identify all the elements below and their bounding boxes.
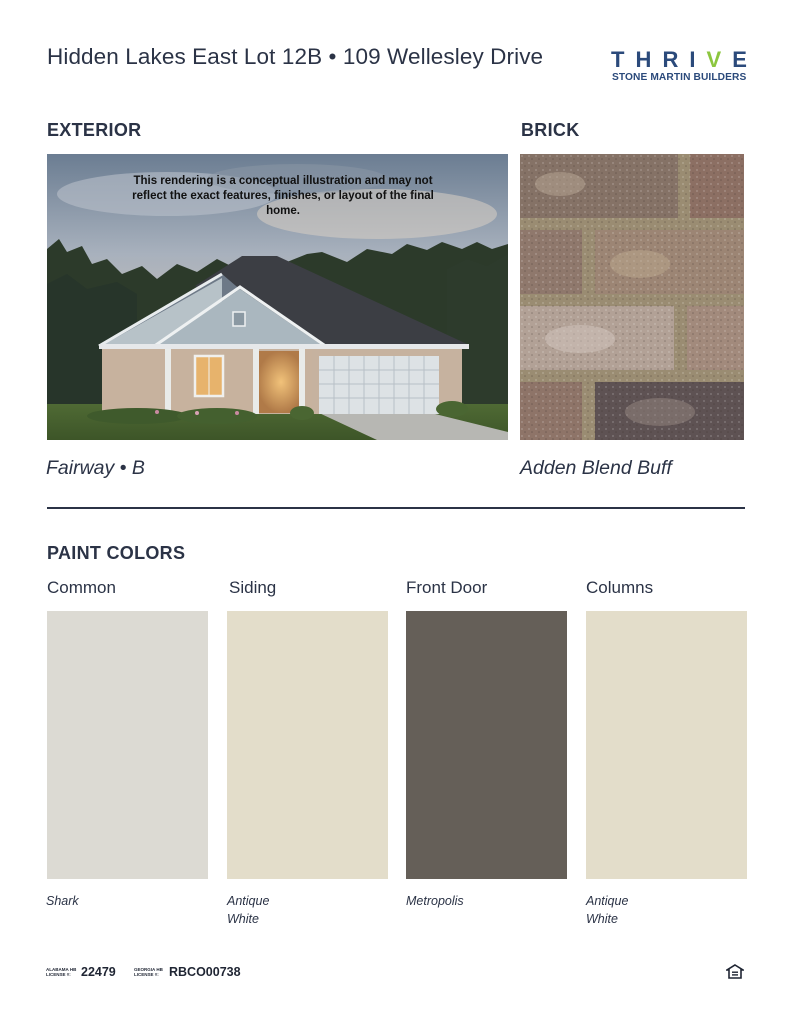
brick-sample-image bbox=[520, 154, 744, 440]
paint-swatch-siding bbox=[227, 611, 388, 879]
logo-subtitle: STONE MARTIN BUILDERS bbox=[612, 72, 747, 83]
paint-swatch-common bbox=[47, 611, 208, 879]
logo-letter: I bbox=[689, 47, 696, 72]
exterior-caption: Fairway • B bbox=[46, 457, 145, 479]
paint-swatch-front-door bbox=[406, 611, 567, 879]
brick-heading: BRICK bbox=[521, 120, 580, 140]
license-1-label: ALABAMA HB LICENSE #: bbox=[46, 967, 77, 977]
brick-caption: Adden Blend Buff bbox=[520, 457, 672, 479]
license-2-label: GEORGIA HB LICENSE #: bbox=[134, 967, 163, 977]
paint-label-siding: Siding bbox=[229, 578, 277, 597]
exterior-heading: EXTERIOR bbox=[47, 120, 142, 140]
paint-name-siding: Antique White bbox=[227, 894, 270, 926]
paint-swatch-columns bbox=[586, 611, 747, 879]
rendering-disclaimer: This rendering is a conceptual illustration and may not reflect the exact features, finishes, or layout of the final home. bbox=[132, 175, 434, 217]
thrive-logo bbox=[611, 47, 747, 87]
section-divider bbox=[47, 507, 745, 509]
logo-wordmark bbox=[611, 47, 747, 73]
paint-name-front-door: Metropolis bbox=[406, 894, 464, 908]
paint-label-common: Common bbox=[47, 578, 116, 597]
license-1-number: 22479 bbox=[81, 965, 116, 979]
logo-letter: E bbox=[732, 47, 747, 72]
paint-label-columns: Columns bbox=[586, 578, 654, 597]
logo-letter: R bbox=[662, 47, 679, 72]
paint-name-common: Shark bbox=[46, 894, 79, 908]
logo-letter: H bbox=[635, 47, 652, 72]
license-2-number: RBCO00738 bbox=[169, 965, 241, 979]
paint-name-columns: Antique White bbox=[586, 894, 629, 926]
paint-label-front-door: Front Door bbox=[406, 578, 488, 597]
page-title: Hidden Lakes East Lot 12B • 109 Wellesley Drive bbox=[47, 44, 544, 69]
equal-housing-icon bbox=[726, 964, 744, 979]
logo-letter: T bbox=[611, 47, 625, 72]
paint-colors-heading: PAINT COLORS bbox=[47, 543, 186, 563]
logo-letter-accent: V bbox=[706, 47, 722, 72]
